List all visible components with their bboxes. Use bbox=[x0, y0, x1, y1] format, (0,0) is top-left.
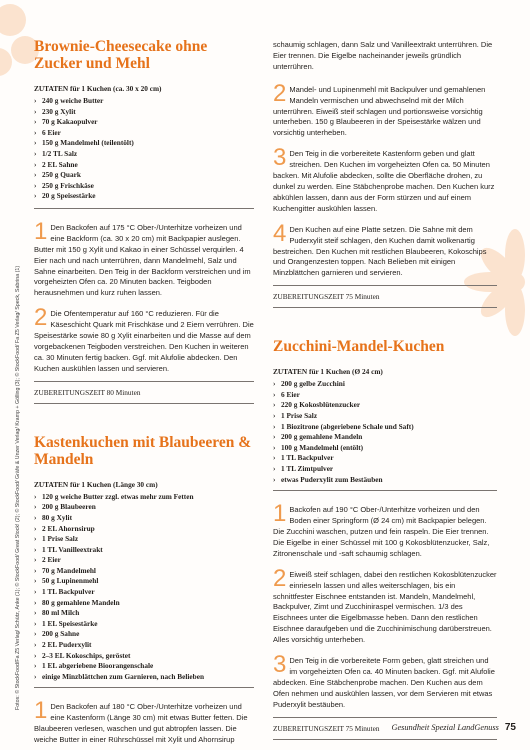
magazine-name: Gesundheit Spezial LandGenuss bbox=[391, 723, 499, 732]
bullet-arrow-icon: › bbox=[34, 159, 37, 169]
recipe-title: Zucchini-Mandel-Kuchen bbox=[273, 338, 445, 356]
bullet-arrow-icon: › bbox=[34, 576, 37, 586]
bullet-arrow-icon: › bbox=[34, 650, 37, 660]
ingredient-item: › 50 g Lupinenmehl bbox=[34, 576, 99, 586]
step-text: Mandel- und Lupinenmehl mit Backpulver und gemahlenen Mandeln vermischen und abwechselnd mit der Milch unterrühren. Eiweiß steif schlagen und portionsweise vorsichtig unterheben. 150 g Blaubeeren in der Speisestärke wälzen und vorsichtig unterheben. bbox=[273, 84, 486, 138]
bullet-arrow-icon: › bbox=[34, 180, 37, 190]
photo-credit: Fotos: © StockFood/Fa Z5 Verlag/ Schütz, Anke (1); © StockFood/ Great Stock! (2); © StockFood/ Gräfe & Unzer Verlag/ Kramp + Gölling (3); © StockFood/ Fa Z5 Verlag/ Speck, Sabrina (1) bbox=[15, 265, 21, 710]
step-number: 4 bbox=[273, 219, 287, 247]
ingredient-item: › 80 g Xylit bbox=[34, 512, 72, 522]
ingredient-item: › 6 Eier bbox=[273, 389, 300, 399]
ingredient-item: › 240 g weiche Butter bbox=[34, 96, 104, 105]
ingredient-item: › 2 EL Puderxylit bbox=[34, 640, 92, 650]
bullet-arrow-icon: › bbox=[34, 502, 37, 512]
ingredient-item: › 1/2 TL Salz bbox=[34, 148, 78, 158]
step-text: Den Kuchen auf eine Platte setzen. Die Sahne mit dem Puderxylit steif schlagen, den Kuchen damit wolkenartig bestreichen. Den Kuchen mit restlichen Blaubeeren, Kokoschips und Orangenzesten toppen. Nach Belieben mit einigen Minzblättchen garnieren und servieren. bbox=[273, 224, 487, 278]
divider bbox=[273, 307, 497, 308]
left-column bbox=[34, 38, 254, 746]
ingredient-item: › 1 TL Vanilleextrakt bbox=[34, 544, 103, 554]
right-column bbox=[273, 40, 497, 740]
bullet-arrow-icon: › bbox=[34, 106, 37, 116]
bullet-arrow-icon: › bbox=[34, 618, 37, 628]
divider bbox=[273, 285, 497, 286]
bullet-arrow-icon: › bbox=[34, 148, 37, 158]
ingredient-item: › 1 EL Speisestärke bbox=[34, 618, 98, 628]
bullet-arrow-icon: › bbox=[34, 565, 37, 575]
step-1 bbox=[34, 217, 254, 299]
bullet-arrow-icon: › bbox=[34, 96, 37, 105]
step-number: 2 bbox=[34, 304, 48, 332]
ingredient-item: › 250 g Frischkäse bbox=[34, 180, 94, 190]
bullet-arrow-icon: › bbox=[34, 555, 37, 565]
step-number: 3 bbox=[273, 144, 287, 172]
bullet-arrow-icon: › bbox=[273, 442, 276, 452]
ingredient-list bbox=[273, 379, 497, 485]
bullet-arrow-icon: › bbox=[34, 544, 37, 554]
bullet-arrow-icon: › bbox=[273, 463, 276, 473]
preparation-time: ZUBEREITUNGSZEIT 75 Minuten bbox=[273, 292, 380, 302]
step-number: 2 bbox=[273, 79, 287, 107]
ingredient-item: › 1 TL Backpulver bbox=[273, 453, 334, 463]
ingredient-item: › 200 g gemahlene Mandeln bbox=[273, 432, 363, 442]
ingredient-item: › 20 g Speisestärke bbox=[34, 191, 96, 201]
ingredient-item: › 230 g Xylit bbox=[34, 106, 76, 116]
bullet-arrow-icon: › bbox=[34, 512, 37, 522]
step-1 bbox=[273, 500, 497, 560]
bullet-arrow-icon: › bbox=[273, 389, 276, 399]
preparation-time: ZUBEREITUNGSZEIT 75 Minuten bbox=[273, 723, 380, 733]
divider bbox=[273, 490, 497, 491]
divider bbox=[34, 687, 254, 688]
ingredient-item: › 1 TL Zimtpulver bbox=[273, 463, 334, 473]
step-2 bbox=[273, 79, 497, 140]
step-number: 1 bbox=[34, 697, 48, 725]
bullet-arrow-icon: › bbox=[34, 127, 37, 137]
bullet-arrow-icon: › bbox=[273, 379, 276, 389]
step-text: Eiweiß steif schlagen, dabei den restlichen Kokosblütenzucker einrieseln lassen und alles weiterschlagen, bis ein schnittfester Eischnee entstanden ist. Mandeln, Mandelmehl, Backpulver, Zimt und Zucchiniraspel vermischen. 1/3 des Eischnees unter die Eigelbmasse heben. Dann den restlichen Eischnee daraufgeben und die Zucchinimischung darüberstreuen. Alles vorsichtig unterheben. bbox=[273, 569, 497, 645]
recipe-zucchini-mandel bbox=[273, 338, 497, 739]
ingredient-item: › 2 Eier bbox=[34, 555, 61, 565]
step-1 bbox=[34, 697, 254, 746]
page-number: 75 bbox=[504, 722, 516, 733]
ingredient-item: › etwas Puderxylit zum Bestäuben bbox=[273, 474, 383, 484]
bullet-arrow-icon: › bbox=[273, 474, 276, 484]
bullet-arrow-icon: › bbox=[34, 640, 37, 650]
ingredient-item: › 150 g Mandelmehl (teilentölt) bbox=[34, 138, 134, 148]
step-number: 3 bbox=[273, 651, 287, 679]
ingredient-item: › 2 EL Sahne bbox=[34, 159, 78, 169]
ingredient-item: › 2–3 EL Kokoschips, geröstet bbox=[34, 650, 131, 660]
bullet-arrow-icon: › bbox=[34, 191, 37, 201]
ingredients-heading: ZUTATEN für 1 Kuchen (ca. 30 x 20 cm) bbox=[34, 84, 162, 93]
bullet-arrow-icon: › bbox=[34, 117, 37, 127]
step-text: Die Ofentemperatur auf 160 °C reduzieren. Für die Käseschicht Quark mit Frischkäse und 2 Eiern verrühren. Die Speisestärke sowie 80 g Xylit einarbeiten und die Masse auf dem vorgebackenen Teigboden verstreichen. Den Kuchen in weiteren ca. 30 Minuten fertig backen. Ggf. mit Alufolie abdecken. Den Kuchen auskühlen lassen und servieren. bbox=[34, 309, 254, 373]
bullet-arrow-icon: › bbox=[273, 453, 276, 463]
ingredient-item: › einige Minzblättchen zum Garnieren, nach Belieben bbox=[34, 671, 205, 681]
bullet-arrow-icon: › bbox=[34, 491, 37, 501]
step-number: 2 bbox=[273, 564, 287, 592]
bullet-arrow-icon: › bbox=[273, 400, 276, 410]
bullet-arrow-icon: › bbox=[34, 608, 37, 618]
step-3 bbox=[273, 144, 497, 214]
divider bbox=[273, 717, 497, 718]
recipe-title: Brownie-Cheesecake ohne Zucker und Mehl bbox=[34, 38, 208, 72]
ingredient-item: › 6 Eier bbox=[34, 127, 61, 137]
preparation-time: ZUBEREITUNGSZEIT 80 Minuten bbox=[34, 387, 141, 397]
ingredient-item: › 250 g Quark bbox=[34, 170, 81, 180]
step-number: 1 bbox=[273, 500, 287, 528]
bullet-arrow-icon: › bbox=[34, 170, 37, 180]
bullet-arrow-icon: › bbox=[34, 629, 37, 639]
bullet-arrow-icon: › bbox=[273, 421, 276, 431]
ingredients-heading: ZUTATEN für 1 Kuchen (Länge 30 cm) bbox=[34, 479, 158, 489]
step-text: Backofen auf 190 °C Ober-/Unterhitze vorheizen und den Boden einer Springform (Ø 24 cm) mit Backpapier belegen. Die Zucchini waschen, putzen und fein raspeln. Die Eier trennen. Die Eigelbe in einer Schüssel mit 100 g Kokosblütenzucker, Salz, Zitronenschale und -saft schaumig schlagen. bbox=[273, 505, 490, 558]
step-text: schaumig schlagen, dann Salz und Vanilleextrakt unterrühren. Die Eier trennen. Die Eigelbe nacheinander jeweils gründlich unterrühren. bbox=[273, 40, 493, 71]
bullet-arrow-icon: › bbox=[34, 138, 37, 148]
ingredient-item: › 200 g gelbe Zucchini bbox=[273, 379, 345, 389]
ingredient-item: › 100 g Mandelmehl (entölt) bbox=[273, 442, 364, 452]
ingredient-item: › 2 EL Ahornsirup bbox=[34, 523, 95, 533]
ingredient-item: › 1 EL abgeriebene Bioorangenschale bbox=[34, 661, 154, 671]
ingredient-item: › 200 g Sahne bbox=[34, 629, 80, 639]
step-text: Den Backofen auf 180 °C Ober-/Unterhitze vorheizen und eine Kastenform (Länge 30 cm) mit etwas Butter fetten. Die Blaubeeren verlesen, waschen und gut abtropfen lassen. Die weiche Butter in einer Rührschüssel mit Xylit und Ahornsirup bbox=[34, 702, 248, 745]
bullet-arrow-icon: › bbox=[34, 534, 37, 544]
step-2 bbox=[34, 304, 254, 374]
divider bbox=[34, 403, 254, 404]
ingredient-item: › 1 Prise Salz bbox=[273, 411, 318, 420]
divider bbox=[273, 739, 497, 740]
ingredient-item: › 120 g weiche Butter zzgl. etwas mehr zum Fetten bbox=[34, 491, 194, 501]
ingredient-item: › 70 g Kakaopulver bbox=[34, 117, 98, 127]
bullet-arrow-icon: › bbox=[273, 411, 276, 420]
step-3 bbox=[273, 651, 497, 711]
step-2 bbox=[273, 564, 497, 646]
divider bbox=[34, 381, 254, 382]
step-text: Den Teig in die vorbereitete Kastenform geben und glatt streichen. Den Kuchen im vorgeheizten Ofen ca. 50 Minuten backen. Mit Alufolie abdecken, sollte die Oberfläche drohen, zu dunkel zu werden. Eine Stäbchenprobe machen. Den Kuchen kurz abkühlen lassen, dann aus der Form stürzen und auf einem Kuchengitter auskühlen lassen. bbox=[273, 149, 495, 213]
ingredient-item: › 80 ml Milch bbox=[34, 608, 80, 618]
step-1-continued bbox=[273, 40, 497, 73]
ingredient-item: › 70 g Mandelmehl bbox=[34, 565, 96, 575]
step-4 bbox=[273, 219, 497, 280]
bullet-arrow-icon: › bbox=[34, 523, 37, 533]
ingredient-item: › 1 TL Backpulver bbox=[34, 587, 95, 597]
ingredient-item: › 1 Biozitrone (abgeriebene Schale und Saft) bbox=[273, 421, 414, 431]
page-footer bbox=[391, 722, 516, 733]
bullet-arrow-icon: › bbox=[34, 587, 37, 597]
bullet-arrow-icon: › bbox=[34, 661, 37, 671]
ingredient-list bbox=[34, 96, 254, 202]
recipe-brownie-cheesecake bbox=[34, 38, 254, 404]
step-text: Den Teig in die vorbereitete Form geben, glatt streichen und im vorgeheizten Ofen ca. 40 Minuten backen. Ggf. mit Alufolie abdecken. Eine Stäbchenprobe machen. Den Kuchen aus dem Ofen nehmen und auskühlen lassen, vor dem Servieren mit etwas Puderxylit bestäuben. bbox=[273, 656, 495, 709]
bullet-arrow-icon: › bbox=[34, 671, 37, 681]
bullet-arrow-icon: › bbox=[34, 597, 37, 607]
ingredient-item: › 220 g Kokosblütenzucker bbox=[273, 400, 361, 410]
ingredients-heading: ZUTATEN für 1 Kuchen (Ø 24 cm) bbox=[273, 367, 383, 377]
step-text: Den Backofen auf 175 °C Ober-/Unterhitze vorheizen und eine Backform (ca. 30 x 20 cm) mit Backpapier auslegen. Butter mit 150 g Xylit und Kakao in einer Schüssel verquirlen. 4 Eier nach und nach unterrühren, dann Mandelmehl, Salz und Sahne einarbeiten. Den Teig in der Backform verstreichen und im vorgeheizten Ofen ca. 20 Minuten backen. Teigboden herausnehmen und kurz ruhen lassen. bbox=[34, 222, 251, 298]
ingredient-item: › 80 g gemahlene Mandeln bbox=[34, 597, 120, 607]
bullet-arrow-icon: › bbox=[273, 432, 276, 442]
ingredient-item: › 200 g Blaubeeren bbox=[34, 502, 96, 512]
step-number: 1 bbox=[34, 217, 48, 245]
ingredient-list bbox=[34, 492, 254, 683]
recipe-title: Kastenkuchen mit Blaubeeren & Mandeln bbox=[34, 433, 252, 468]
recipe-kastenkuchen bbox=[34, 434, 254, 746]
divider bbox=[34, 208, 254, 209]
ingredient-item: › 1 Prise Salz bbox=[34, 534, 79, 544]
